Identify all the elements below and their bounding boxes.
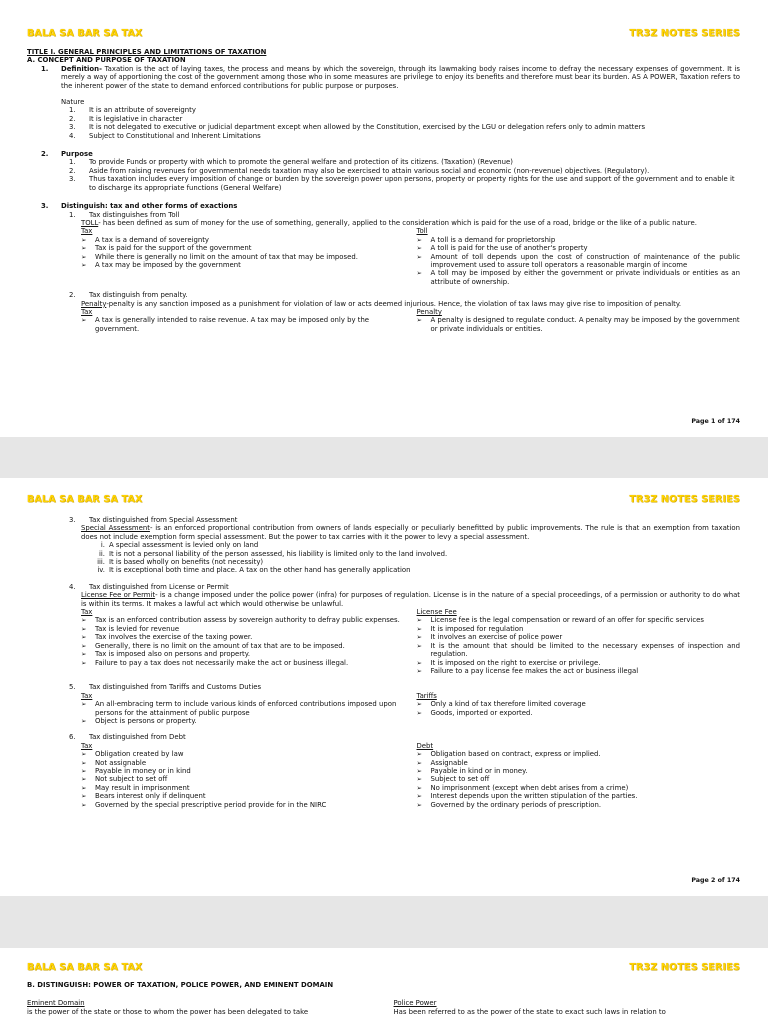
debt-heading: 6. Tax distinguished from Debt xyxy=(69,733,186,742)
list-item: ➢ While there is generally no limit on the amount of tax that may be imposed. xyxy=(81,253,405,261)
special-assessment-definition: Special Assessment- is an enforced proportional contribution from owners of lands especially or peculiarly benefitted by public improvements. The rule is that an exemption from taxation does not include exemption form special assessment. But the power to tax carries with it the power to levy a special assessment. xyxy=(81,524,740,541)
police-power-text: Has been referred to as the power of the state to exact such laws in relation to xyxy=(393,1007,666,1016)
header-left-title: BALA SA BAR SA TAX xyxy=(27,28,143,39)
list-item: ➢ It is imposed for regulation xyxy=(417,625,741,633)
list-item: ➢ Tax is an enforced contribution assess by sovereign authority to defray public expenses. xyxy=(81,616,405,624)
special-assessment-heading: 3. Tax distinguished from Special Assessment xyxy=(69,516,238,524)
list-item: ➢ Not assignable xyxy=(81,759,405,767)
list-item: ➢ License fee is the legal compensation or reward of an offer for specific services xyxy=(417,616,741,624)
list-item: ➢ A tax is generally intended to raise revenue. A tax may be imposed only by the government. xyxy=(81,316,405,333)
list-item: ➢ Governed by the ordinary periods of prescription. xyxy=(417,801,741,809)
page-2 xyxy=(0,478,768,896)
column-header-tax: Tax xyxy=(81,608,93,617)
list-item: 2. It is legislative in character xyxy=(69,114,183,123)
list-item: ➢ A penalty is designed to regulate conduct. A penalty may be imposed by the government or private individuals or entities. xyxy=(417,316,741,333)
section-b-heading: B. DISTINGUISH: POWER OF TAXATION, POLICE POWER, AND EMINENT DOMAIN xyxy=(27,981,334,989)
tax-vs-debt-table xyxy=(27,742,740,809)
list-item: 3. It is not delegated to executive or judicial department except when allowed by the Constitution, exercised by the LGU or delegation refers only to admin matters xyxy=(69,123,646,132)
column-header-toll: Toll xyxy=(416,227,428,236)
page-1-content xyxy=(27,48,740,333)
license-heading: 4. Tax distinguished from License or Permit xyxy=(69,582,229,591)
section-a-heading: A. CONCEPT AND PURPOSE OF TAXATION xyxy=(27,56,186,65)
column-header-debt: Debt xyxy=(416,741,434,750)
definition-item: 1. Definition- Taxation is the act of laying taxes, the process and means by which the sovereign, through its lawmaking body raises income to defray the necessary expenses of government. It is merely a way of apportioning the cost of the government among those who in some measures are privilege to enjoy its benefits and therefore must bear its burden. AS A POWER, Taxation refers to the inherent power of the state to demand enforced contributions for public purpose or purposes. xyxy=(41,64,740,90)
list-item: ii. It is not a personal liability of the person assessed, his liability is limited only to the land involved. xyxy=(98,549,448,558)
list-item: 1. To provide Funds or property with which to promote the general welfare and protection of its citizens. (Taxation) (Revenue) xyxy=(69,158,513,167)
page-number: Page 1 of 174 xyxy=(691,418,740,425)
toll-definition: TOLL- has been defined as sum of money for the use of something, generally, applied to the consideration which is paid for the use of a road, bridge or the like of a public nature. xyxy=(81,218,697,227)
distinguish-heading: 3. Distinguish: tax and other forms of exactions xyxy=(41,202,238,211)
toll-heading: 1. Tax distinguishes from Toll xyxy=(69,210,180,219)
list-item: ➢ Obligation based on contract, express or implied. xyxy=(417,750,741,758)
list-item: ➢ Tax is levied for revenue xyxy=(81,625,405,633)
page-2-content xyxy=(27,516,740,809)
list-item: ➢ A tax may be imposed by the government xyxy=(81,261,405,269)
list-item: ➢ Governed by the special prescriptive period provide for in the NIRC xyxy=(81,801,405,809)
list-item: ➢ Bears interest only if delinquent xyxy=(81,792,405,800)
list-item: ➢ It is imposed on the right to exercise or privilege. xyxy=(417,659,741,667)
list-item: ➢ It is the amount that should be limited to the necessary expenses of inspection and regulation. xyxy=(417,642,741,659)
list-item: 1. It is an attribute of sovereignty xyxy=(69,106,196,115)
page-3-content xyxy=(27,981,740,1016)
list-item: ➢ Failure to a pay license fee makes the act or business illegal xyxy=(417,667,741,675)
list-item: 3. Thus taxation includes every imposition of change or burden by the sovereign power upon persons, property or property rights for the use and support of the government and to enable it to discharge its appropriate functions (General Welfare) xyxy=(69,175,735,192)
page-1 xyxy=(0,0,768,437)
page-3 xyxy=(0,948,768,1024)
tariffs-heading: 5. Tax distinguished from Tariffs and Customs Duties xyxy=(69,683,262,692)
page-number: Page 2 of 174 xyxy=(691,877,740,884)
list-item: 4. Subject to Constitutional and Inherent Limitations xyxy=(69,131,261,140)
list-item: ➢ Interest depends upon the written stipulation of the parties. xyxy=(417,792,741,800)
column-header-eminent-domain: Eminent Domain xyxy=(27,999,85,1008)
purpose-heading: 2. Purpose xyxy=(41,150,93,159)
penalty-heading: 2. Tax distinguish from penalty. xyxy=(69,291,188,300)
header-right-title: TR3Z NOTES SERIES xyxy=(629,28,740,39)
column-header-tax: Tax xyxy=(81,227,93,236)
tax-vs-penalty-table xyxy=(27,308,740,333)
list-item: ➢ It involves an exercise of police power xyxy=(417,633,741,641)
list-item: ➢ A toll is paid for the use of another's property xyxy=(417,244,741,252)
header-right-title: TR3Z NOTES SERIES xyxy=(629,494,740,505)
eminent-domain-text: is the power of the state or those to whom the power has been delegated to take xyxy=(27,1007,309,1016)
list-item: ➢ Only a kind of tax therefore limited coverage xyxy=(417,700,741,708)
list-item: ➢ Object is persons or property. xyxy=(81,717,405,725)
column-header-penalty: Penalty xyxy=(416,307,442,316)
column-header-tax: Tax xyxy=(81,307,93,316)
list-item: ➢ Subject to set off xyxy=(417,775,741,783)
header-left-title: BALA SA BAR SA TAX xyxy=(27,962,143,973)
list-item: ➢ Tax is paid for the support of the government xyxy=(81,244,405,252)
tax-vs-tariffs-table xyxy=(27,692,740,726)
list-item: ➢ A tax is a demand of sovereignty xyxy=(81,236,405,244)
list-item: 2. Aside from raising revenues for governmental needs taxation may also be exercised to attain various social and economic (non-revenue) objectives. (Regulatory). xyxy=(69,166,650,175)
list-item: ➢ An all-embracing term to include various kinds of enforced contributions imposed upon persons for the attainment of public purpose xyxy=(81,700,405,717)
list-item: ➢ A toll may be imposed by either the government or private individuals or entities as an attribute of ownership. xyxy=(417,269,741,286)
list-item: ➢ Assignable xyxy=(417,759,741,767)
list-item: iv. It is exceptional both time and place. A tax on the other hand has generally application xyxy=(97,566,411,575)
list-item: ➢ Generally, there is no limit on the amount of tax that are to be imposed. xyxy=(81,642,405,650)
list-item: i. A special assessment is levied only on land xyxy=(100,541,259,550)
header-right-title: TR3Z NOTES SERIES xyxy=(629,962,740,973)
eminent-vs-police-table xyxy=(27,999,740,1016)
list-item: ➢ May result in imprisonment xyxy=(81,784,405,792)
nature-label: Nature xyxy=(61,98,85,107)
tax-vs-license-table xyxy=(27,608,740,675)
list-item: ➢ Tax is imposed also on persons and property. xyxy=(81,650,405,658)
list-item: ➢ Tax involves the exercise of the taxing power. xyxy=(81,633,405,641)
list-item: ➢ Failure to pay a tax does not necessarily make the act or business illegal. xyxy=(81,659,405,667)
license-definition: License Fee or Permit- is a change imposed under the police power (infra) for purposes of regulation. License is in the nature of a special proceedings, of a permission or authority to do what is within its terms. It makes a lawful act which would otherwise be unlawful. xyxy=(81,591,741,608)
list-item: ➢ A toll is a demand for proprietorship xyxy=(417,236,741,244)
tax-vs-toll-table xyxy=(27,227,740,286)
list-item: ➢ Payable in kind or in money. xyxy=(417,767,741,775)
list-item: ➢ Obligation created by law xyxy=(81,750,405,758)
list-item: ➢ Not subject to set off xyxy=(81,775,405,783)
column-header-tax: Tax xyxy=(81,691,93,700)
column-header-tariffs: Tariffs xyxy=(416,691,437,700)
list-item: ➢ Amount of toll depends upon the cost of construction of maintenance of the public improvement used to assure toll operators a reasonable margin of income xyxy=(417,253,741,270)
column-header-tax: Tax xyxy=(81,741,93,750)
column-header-license: License Fee xyxy=(416,608,457,617)
header-left-title: BALA SA BAR SA TAX xyxy=(27,494,143,505)
title-1: TITLE I. GENERAL PRINCIPLES AND LIMITATIONS OF TAXATION xyxy=(27,48,267,56)
definition-text: Taxation is the act of laying taxes, the process and means by which the sovereign, through its lawmaking body raises income to defray the necessary expenses of government. It is merely a way of apportioning the cost of the government among those who in some measures are privilege to enjoy its benefits and therefore must bear its burden. AS A POWER, Taxation refers to the inherent power of the state to demand enforced contributions for public purpose or purposes. xyxy=(61,64,740,90)
penalty-definition: Penalty-penalty is any sanction imposed as a punishment for violation of law or acts deemed injurious. Hence, the violation of tax laws may give rise to imposition of penalty. xyxy=(81,299,682,308)
column-header-police-power: Police Power xyxy=(393,999,437,1008)
list-item: ➢ Payable in money or in kind xyxy=(81,767,405,775)
list-item: ➢ No imprisonment (except when debt arises from a crime) xyxy=(417,784,741,792)
definition-label: Definition- xyxy=(61,64,102,73)
list-item: ➢ Goods, imported or exported. xyxy=(417,709,741,717)
list-item: iii. It is based wholly on benefits (not necessity) xyxy=(97,558,264,567)
